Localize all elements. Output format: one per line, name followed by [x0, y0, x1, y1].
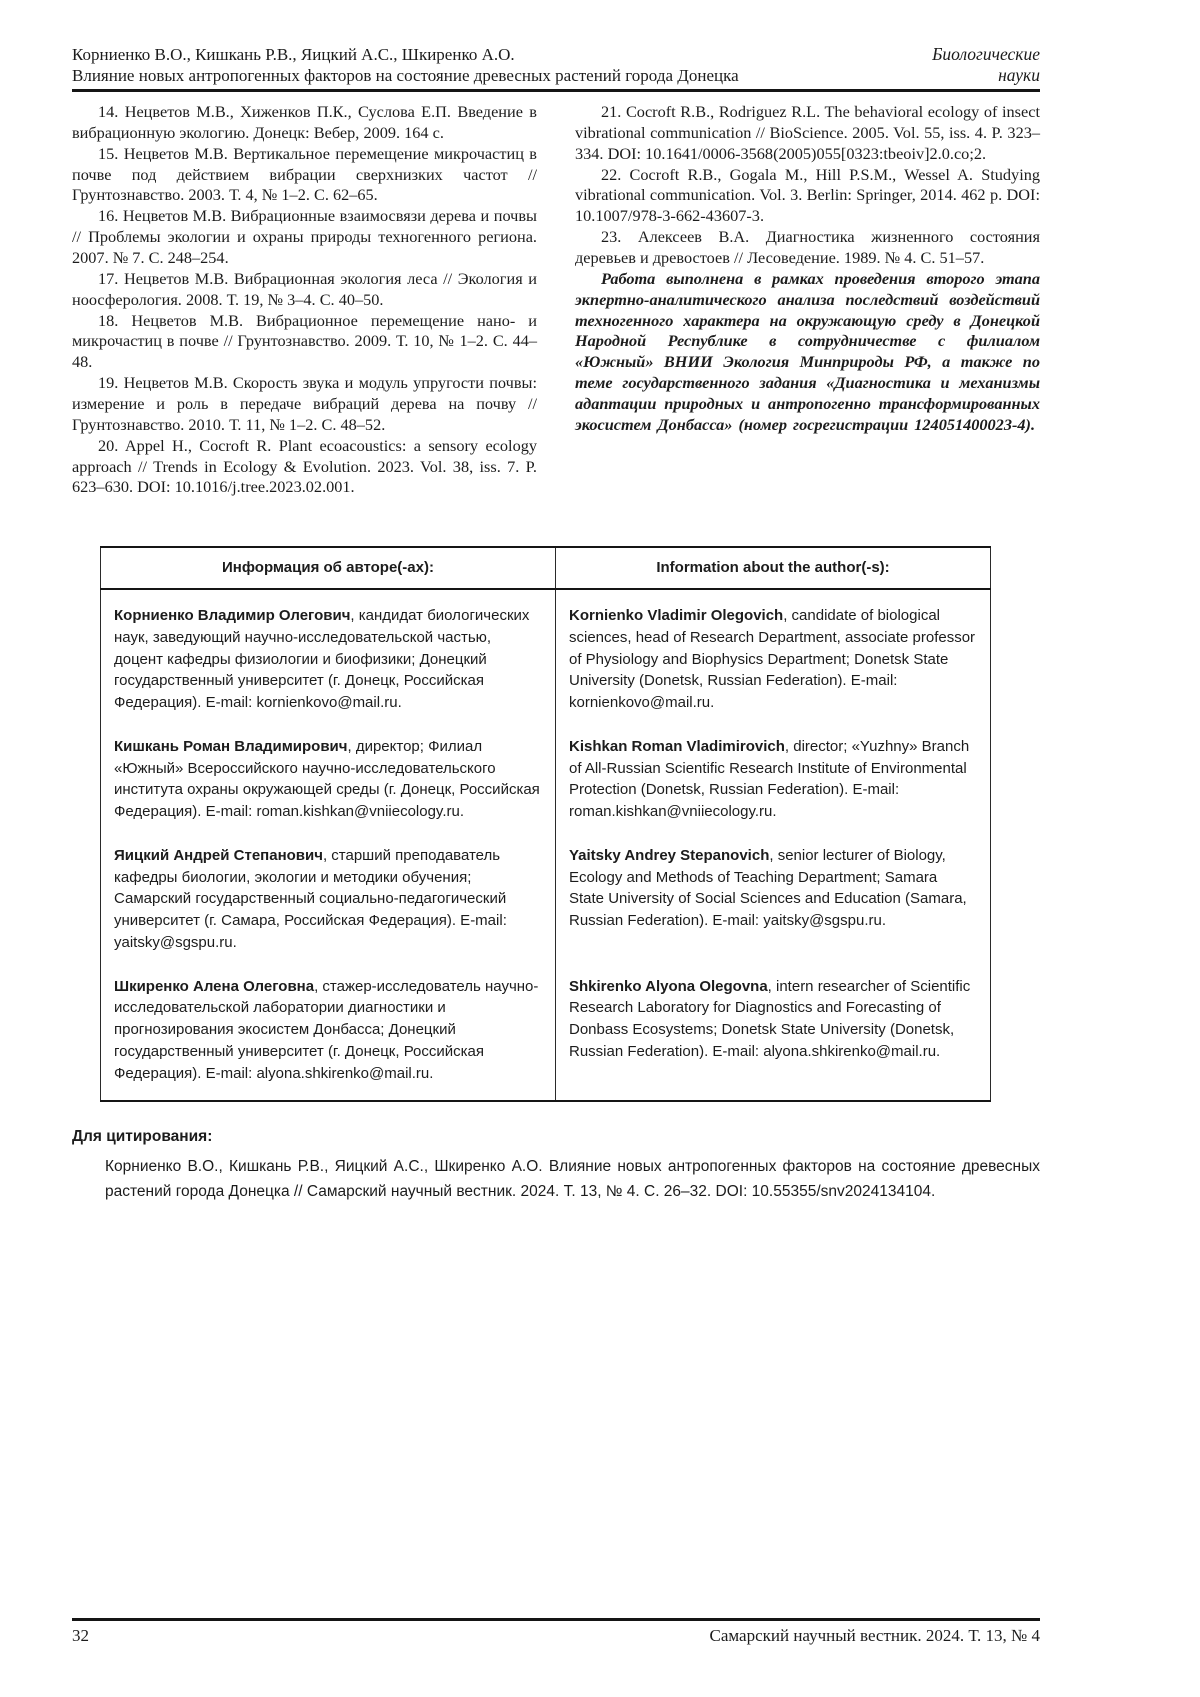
author-bio-en: , candidate of biological sciences, head of Research Department, associate professor of Physiology and Biophysics Department; Donetsk State University (Donetsk, Russian Federation). E-mail: kornienkovo@mail.ru. — [569, 607, 976, 712]
section-label-line1: Биологические — [932, 44, 1040, 64]
author-info-en — [556, 589, 991, 725]
citation-block — [72, 1128, 1040, 1204]
table-header-en: Information about the author(-s): — [556, 547, 991, 589]
author-bio-en: , senior lecturer of Biology, Ecology and Methods of Teaching Department; Samara State University of Social Sciences and Education (Samara, Russian Federation). E-mail: yaitsky@sgspu.ru. — [569, 846, 967, 930]
author-name-ru: Кишкань Роман Владимирович — [114, 737, 348, 755]
author-bio-ru: , кандидат биологических наук, заведующий научно-исследовательской частью, доцент кафедры физиологии и биофизики; Донецкий государственный университет (г. Донецк, Российская Федерация). E-mail: kornienkovo@mail.ru. — [114, 607, 530, 712]
journal-name: Самарский научный вестник. 2024. Т. 13, № 4 — [709, 1626, 1040, 1645]
author-name-en: Kornienko Vladimir Olegovich — [569, 607, 784, 625]
author-name-ru: Яицкий Андрей Степанович — [114, 846, 323, 864]
author-name-ru: Шкиренко Алена Олеговна — [114, 977, 315, 995]
running-head — [72, 0, 1040, 86]
table-header-ru: Информация об авторе(-ах): — [101, 547, 556, 589]
author-info-ru — [101, 725, 556, 834]
author-bio-en: , intern researcher of Scientific Research Laboratory for Diagnostics and Forecasting of Donbass Ecosystems; Donetsk State University (Donetsk, Russian Federation). E-mail: alyona.shkirenko@mail.ru. — [569, 977, 971, 1060]
reference-item: 21. Cocroft R.B., Rodriguez R.L. The behavioral ecology of insect vibrational communication // BioScience. 2005. Vol. 55, iss. 4. P. 323–334. DOI: 10.1641/0006-3568(2005)055[0323:tbeoiv]2.0.co;2. — [575, 102, 1040, 163]
table-header-row — [101, 547, 991, 589]
author-info-ru — [101, 965, 556, 1102]
reference-item: 23. Алексеев В.А. Диагностика жизненного состояния деревьев и древостоев // Лесоведение. 1989. № 4. С. 51–57. — [575, 227, 1040, 268]
running-head-authors: Корниенко В.О., Кишкань Р.В., Яицкий А.С., Шкиренко А.О. — [72, 45, 515, 64]
section-label — [932, 44, 1040, 86]
reference-item: 19. Нецветов М.В. Скорость звука и модуль упругости почвы: измерение и роль в передаче вибраций дерева на почву // Грунтознавство. 2010. Т. 11, № 1–2. С. 48–52. — [72, 373, 537, 434]
header-rule — [72, 89, 1040, 92]
reference-item: 22. Cocroft R.B., Gogala M., Hill P.S.M., Wessel A. Studying vibrational communication. Vol. 3. Berlin: Springer, 2014. 462 p. DOI: 10.1007/978-3-662-43607-3. — [575, 164, 1040, 226]
citation-label: Для цитирования: — [72, 1128, 213, 1146]
reference-item: 14. Нецветов М.В., Хиженков П.К., Суслова Е.П. Введение в вибрационную экологию. Донецк: Вебер, 2009. 164 с. — [72, 102, 537, 142]
author-info-ru — [101, 834, 556, 965]
author-bio-ru: , директор; Филиал «Южный» Всероссийского научно-исследовательского института охраны окружающей среды (г. Донецк, Российская Федерация). E-mail: roman.kishkan@vniiecology.ru. — [114, 737, 540, 821]
author-name-en: Kishkan Roman Vladimirovich — [569, 737, 785, 755]
author-row — [101, 725, 991, 834]
references-left-column — [72, 102, 537, 498]
author-name-en: Shkirenko Alyona Olegovna — [569, 977, 768, 995]
page-footer — [72, 1618, 1040, 1646]
acknowledgement-note: Работа выполнена в рамках проведения второго этапа экпертно-аналитического анализа последствий воздействий техногенного характера на окружающую среду в Донецкой Народной Республике в сотрудничестве с филиалом «Южный» ВНИИ Экология Минприроды РФ, а также по теме государственного задания «Диагностика и механизмы адаптации природных и антропогенно трансформированных экосистем Донбасса» (номер госрегистрации 124051400023-4). — [575, 268, 1040, 434]
reference-item: 16. Нецветов М.В. Вибрационные взаимосвязи дерева и почвы // Проблемы экологии и охраны природы техногенного региона. 2007. № 7. С. 248–254. — [72, 206, 537, 268]
author-bio-ru: , старший преподаватель кафедры биологии, экологии и методики обучения; Самарский государственный социально-педагогический университет (г. Самара, Российская Федерация). E-mail: yaitsky@sgspu.ru. — [114, 846, 507, 951]
page-number: 32 — [72, 1626, 89, 1645]
author-info-en — [556, 965, 991, 1102]
running-head-left — [72, 44, 739, 86]
author-name-ru: Корниенко Владимир Олегович — [114, 607, 351, 625]
authors-info-table — [100, 546, 991, 1102]
author-info-en — [556, 834, 991, 965]
author-name-en: Yaitsky Andrey Stepanovich — [569, 846, 770, 864]
reference-item: 15. Нецветов М.В. Вертикальное перемещение микрочастиц в почве под действием вибрации сверхнизких частот // Грунтознавство. 2003. Т. 4, № 1–2. С. 62–65. — [72, 143, 537, 205]
author-row — [101, 834, 991, 965]
citation-text: Корниенко В.О., Кишкань Р.В., Яицкий А.С., Шкиренко А.О. Влияние новых антропогенных факторов на состояние древесных растений города Донецка // Самарский научный вестник. 2024. Т. 13, № 4. С. 26–32. DOI: 10.55355/snv2024134104. — [105, 1158, 1040, 1201]
page-content — [72, 0, 1040, 1205]
author-row — [101, 589, 991, 725]
reference-item: 20. Appel H., Cocroft R. Plant ecoacoustics: a sensory ecology approach // Trends in Ecology & Evolution. 2023. Vol. 38, iss. 7. P. 623–630. DOI: 10.1016/j.tree.2023.02.001. — [72, 435, 537, 497]
references-right-column — [575, 102, 1040, 498]
running-head-title: Влияние новых антропогенных факторов на состояние древесных растений города Донецка — [72, 66, 739, 85]
author-bio-ru: , стажер-исследователь научно-исследовательской лаборатории диагностики и прогнозирования экосистем Донбасса; Донецкий государственный университет (г. Донецк, Российская Федерация). E-mail: alyona.shkirenko@mail.ru. — [114, 977, 539, 1082]
reference-item: 17. Нецветов М.В. Вибрационная экология леса // Экология и ноосферология. 2008. Т. 19, № 3–4. С. 40–50. — [72, 268, 537, 309]
author-info-ru — [101, 589, 556, 725]
author-info-en — [556, 725, 991, 834]
references-section — [72, 102, 1040, 498]
author-row — [101, 965, 991, 1102]
author-bio-en: , director; «Yuzhny» Branch of All-Russian Scientific Research Institute of Environmental Protection (Donetsk, Russian Federation). E-mail: roman.kishkan@vniiecology.ru. — [569, 737, 970, 821]
section-label-line2: науки — [998, 65, 1040, 85]
reference-item: 18. Нецветов М.В. Вибрационное перемещение нано- и микрочастиц в почве // Грунтознавство. 2009. Т. 10, № 1–2. С. 44–48. — [72, 310, 537, 372]
